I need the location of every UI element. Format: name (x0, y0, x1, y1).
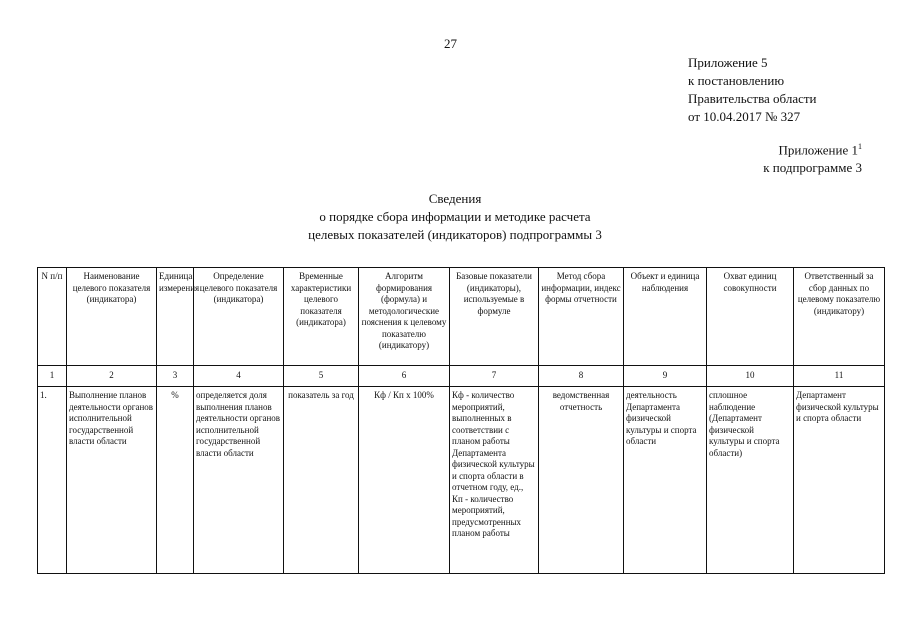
header-cell: Определение целевого показателя (индикатора) (194, 268, 284, 366)
row-number: 1. (38, 387, 67, 574)
column-number: 8 (539, 366, 624, 387)
header-cell: N п/п (38, 268, 67, 366)
appendix-5-line1: Приложение 5 (688, 55, 768, 70)
header-cell: Охват единиц совокупности (707, 268, 794, 366)
header-cell: Объект и единица наблюдения (624, 268, 707, 366)
indicator-definition: определяется доля выполнения планов деятельности органов исполнительной государственной власти области (194, 387, 284, 574)
appendix-1-line2: к подпрограмме 3 (763, 160, 862, 176)
column-number: 10 (707, 366, 794, 387)
column-number: 9 (624, 366, 707, 387)
header-cell: Базовые показатели (индикаторы), используемые в формуле (450, 268, 539, 366)
collection-method: ведомственная отчетность (539, 387, 624, 574)
appendix-5-line2: к постановлению (688, 73, 785, 88)
column-number: 4 (194, 366, 284, 387)
indicator-name: Выполнение планов деятельности органов исполнительной государственной власти области (67, 387, 157, 574)
header-cell: Временные характеристики целевого показателя (индикатора) (284, 268, 359, 366)
page-number: 27 (444, 36, 457, 51)
appendix-1-block (722, 138, 862, 177)
header-cell: Единица измерения (157, 268, 194, 366)
formula: Кф / Кп х 100% (359, 387, 450, 574)
appendix-1-label: Приложение 1 (778, 142, 858, 158)
header-cell: Метод сбора информации, индекс формы отчетности (539, 268, 624, 366)
unit: % (157, 387, 194, 574)
header-cell: Наименование целевого показателя (индикатора) (67, 268, 157, 366)
column-number-row (38, 366, 885, 387)
column-number: 3 (157, 366, 194, 387)
title-line2: о порядке сбора информации и методике расчета (319, 209, 591, 224)
responsible: Департамент физической культуры и спорта области (794, 387, 885, 574)
appendix-1-superscript: 1 (858, 142, 862, 151)
base-indicators: Кф - количество мероприятий, выполненных в соответствии с планом работы Департамента физической культуры и спорта области в отчетном году, ед., Кп - количество мероприятий, предусмотренных планом работы (450, 387, 539, 574)
header-cell: Ответственный за сбор данных по целевому показателю (индикатору) (794, 268, 885, 366)
observation-object: деятельность Департамента физической культуры и спорта области (624, 387, 707, 574)
column-number: 1 (38, 366, 67, 387)
column-number: 6 (359, 366, 450, 387)
column-number: 2 (67, 366, 157, 387)
appendix-5-line3: Правительства области (688, 91, 817, 106)
header-cell: Алгоритм формирования (формула) и методологические пояснения к целевому показателю (индикатору) (359, 268, 450, 366)
appendix-5-line4: от 10.04.2017 № 327 (688, 109, 801, 124)
document-title (240, 190, 670, 244)
table-header-row (38, 268, 885, 366)
title-line1: Сведения (428, 191, 482, 206)
column-number: 7 (450, 366, 539, 387)
title-line3: целевых показателей (индикаторов) подпрограммы 3 (308, 227, 602, 242)
appendix-5-block (688, 54, 817, 126)
column-number: 11 (794, 366, 885, 387)
column-number: 5 (284, 366, 359, 387)
indicators-table (37, 267, 885, 574)
coverage: сплошное наблюдение (Департамент физической культуры и спорта области) (707, 387, 794, 574)
table-row (38, 387, 885, 574)
time-characteristics: показатель за год (284, 387, 359, 574)
